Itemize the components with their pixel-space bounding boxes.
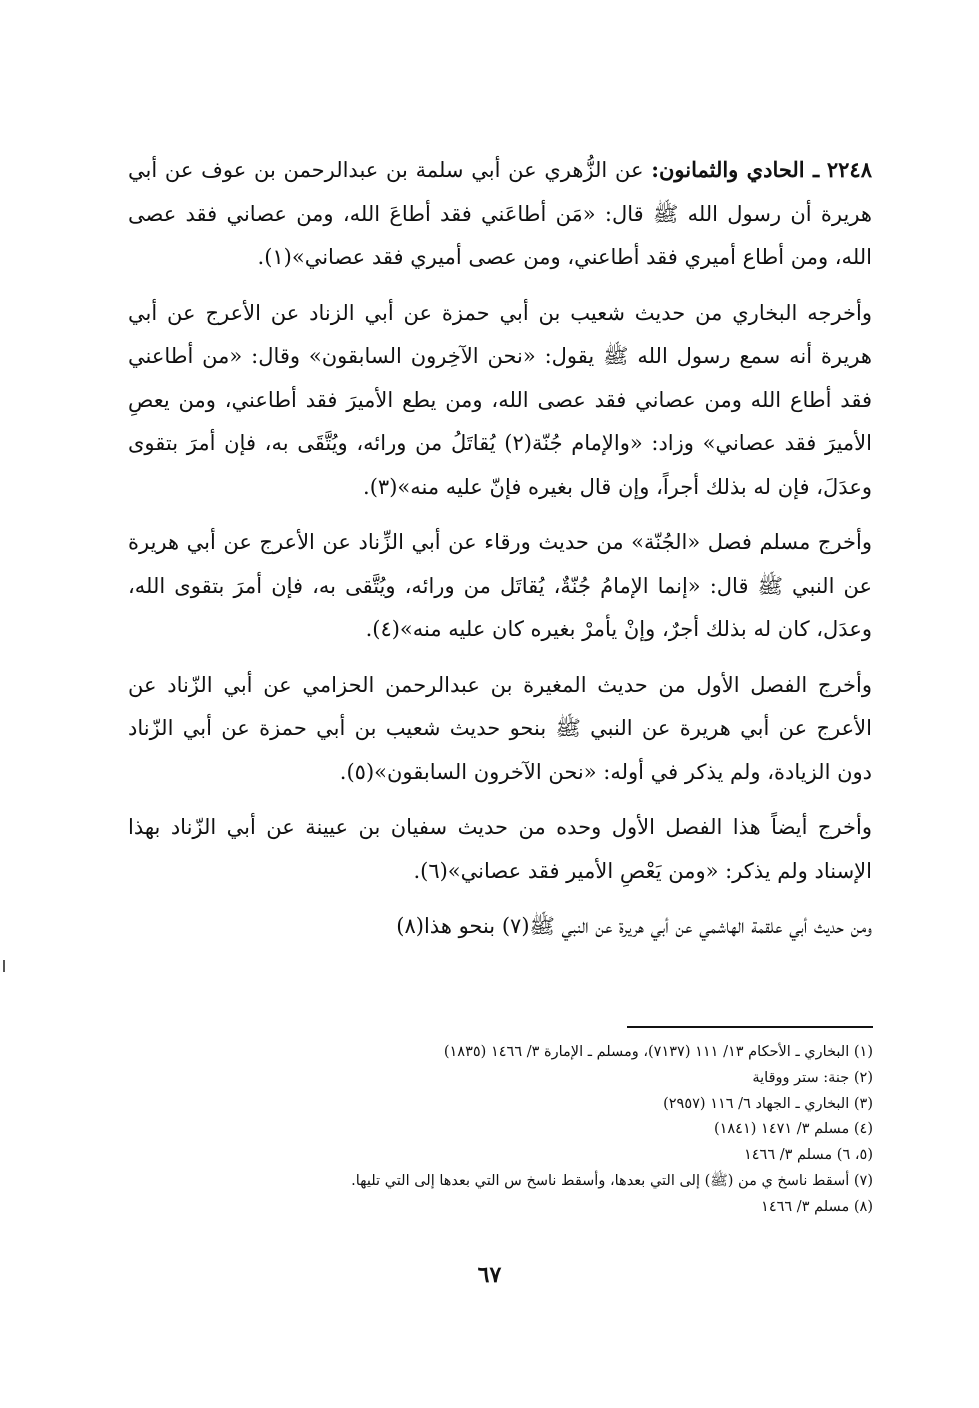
- footnote-divider: [627, 1026, 873, 1028]
- paragraph-sufyan: وأخرج أيضاً هذا الفصل الأول وحده من حديث سفيان بن عيينة عن أبي الزّناد بهذا الإسناد ولم يذكر: «ومن يَعْصِ الأمير فقد عصاني»(٦).: [128, 815, 872, 883]
- footnote-4: (٤) مسلم ٣/ ١٤٧١ (١٨٤١): [713, 1121, 873, 1138]
- footnote-8: (٨) مسلم ٣/ ١٤٦٦: [761, 1198, 873, 1215]
- page-number: ٦٧: [477, 1262, 502, 1288]
- footnotes: [200, 1040, 873, 1221]
- paragraph-muslim-junna: وأخرج مسلم فصل «الجُنّة» من حديث ورقاء عن أبي الزِّناد عن الأعرج عن أبي هريرة عن النبي ﷺ قال: «إنما الإمامُ جُنّةٌ، يُقاتَل من ورائه، ويُتَّقى به، فإن أمرَ بتقوى الله، وعدَل، كان له بذلك أجرٌ، وإنْ يأمرْ بغيره كان عليه منه»(٤).: [128, 530, 872, 641]
- paragraph-abu-alqama: ومن حديث أبي علقمة الهاشمي عن أبي هريرة عن النبي ﷺ(٧) بنحو هذا(٨): [396, 914, 872, 938]
- main-text: [128, 148, 872, 949]
- paragraph-bukhari: وأخرجه البخاري من حديث شعيب بن أبي حمزة عن أبي الزناد عن الأعرج عن أبي هريرة أنه سمع رسول الله ﷺ يقول: «نحن الآخِرون السابقون» وقال: «من أطاعني فقد أطاع الله ومن عصاني فقد عصى الله، ومن يطع الأميرَ فقد أطاعني، ومن يعصِ الأميرَ فقد عصاني» وزاد: «والإمام جُنّة(٢) يُقاتَلُ من ورائه، ويُتَّقَى به، فإن أمرَ بتقوى وعدَلَ، فإن له بذلك أجراً، وإن قال بغيره فإنّ عليه منه»(٣).: [128, 300, 872, 499]
- hadith-text: عن الزُّهري عن أبي سلمة بن عبدالرحمن بن عوف عن أبي هريرة أن رسول الله ﷺ قال: «مَن أطاعَني فقد أطاعَ الله، ومن عصاني فقد عصى الله، ومن أطاع أميري فقد أطاعني، ومن عصى أميري فقد عصاني»(١).: [128, 158, 872, 269]
- footnote-2: (٢) جنة: ستر ووقاية: [752, 1069, 873, 1086]
- footnote-1: (١) البخاري ـ الأحكام ١٣/ ١١١ (٧١٣٧)، ومسلم ـ الإمارة ٣/ ١٤٦٦ (١٨٣٥): [443, 1044, 873, 1060]
- scan-margin-mark: [3, 960, 5, 972]
- hadith-paragraph: [128, 148, 872, 280]
- hadith-number: ٢٢٤٨: [826, 157, 872, 182]
- paragraph-mughira: وأخرج الفصل الأول من حديث المغيرة بن عبدالرحمن الحزامي عن أبي الزّناد عن الأعرج عن أبي هريرة عن النبي ﷺ بنحو حديث شعيب بن أبي حمزة عن أبي الزّناد دون الزيادة، ولم يذكر في أوله: «نحن الآخرون السابقون»(٥).: [128, 672, 872, 784]
- hadith-heading: ـ الحادي والثمانون:: [651, 157, 820, 182]
- footnote-3: (٣) البخاري ـ الجهاد ٦/ ١١٦ (٢٩٥٧): [663, 1095, 873, 1112]
- footnote-5-6: (٥، ٦) مسلم ٣/ ١٤٦٦: [743, 1147, 873, 1164]
- footnote-7: (٧) أسقط ناسخ ي من (ﷺ) إلى التي بعدها، وأسقط ناسخ س التي بعدها إلى التي تليها.: [351, 1172, 873, 1189]
